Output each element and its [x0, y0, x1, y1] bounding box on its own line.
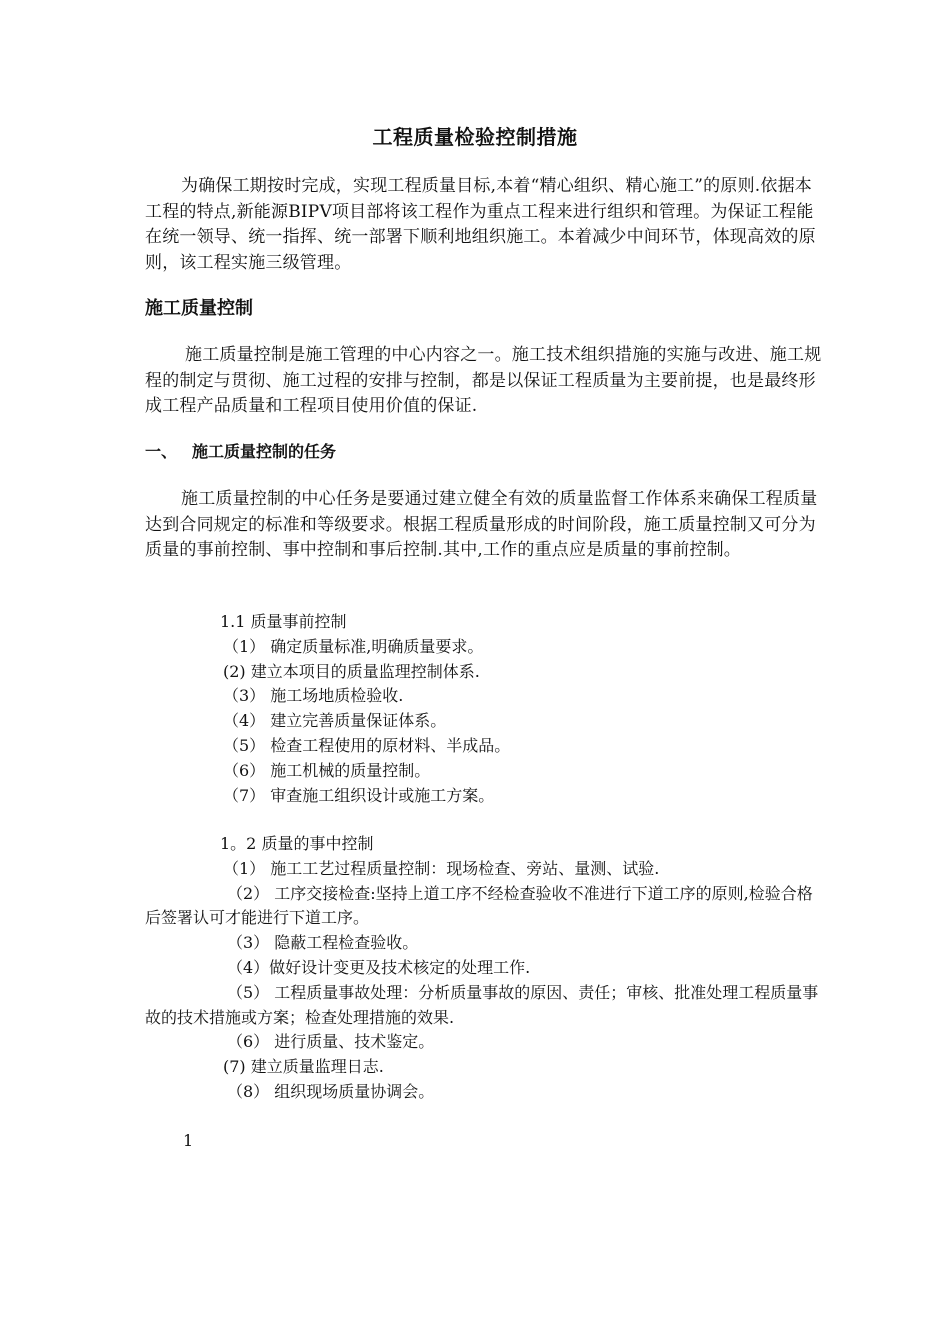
- list-item: （8） 组织现场质量协调会。: [227, 1081, 435, 1101]
- subsection-title: 施工质量控制的任务: [192, 442, 337, 461]
- document-title: 工程质量检验控制措施: [372, 125, 578, 149]
- page-number: 1: [183, 1131, 194, 1150]
- quality-control-paragraph: 施工质量控制是施工管理的中心内容之一。施工技术组织措施的实施与改进、施工规程的制定与贯彻、施工过程的安排与控制，都是以保证工程质量为主要前提，也是最终形成工程产品质量和工程项目使用价值的保证.: [145, 345, 822, 416]
- list-item: （1） 施工工艺过程质量控制：现场检查、旁站、量测、试验.: [223, 858, 660, 878]
- list-item: (7) 建立质量监理日志.: [223, 1057, 384, 1077]
- intro-paragraph: 为确保工期按时完成，实现工程质量目标,本着“精心组织、精心施工”的原则.依据本工程的特点,新能源BIPV项目部将该工程作为重点工程来进行组织和管理。为保证工程能在统一领导、统一指挥、统一部署下顺利地组织施工。本着减少中间环节，体现高效的原则，该工程实施三级管理。: [145, 176, 816, 273]
- list-item: （4） 建立完善质量保证体系。: [223, 711, 447, 731]
- list-item: （6） 施工机械的质量控制。: [223, 760, 431, 780]
- subsection-heading-tasks: [145, 441, 336, 463]
- list-item: （4）做好设计变更及技术核定的处理工作.: [227, 957, 531, 977]
- list-item: （2） 工序交接检查:坚持上道工序不经检查验收不准进行下道工序的原则,检验合格后签署认可才能进行下道工序。: [145, 883, 813, 928]
- tasks-paragraph: 施工质量控制的中心任务是要通过建立健全有效的质量监督工作体系来确保工程质量达到合同规定的标准和等级要求。根据工程质量形成的时间阶段，施工质量控制又可分为质量的事前控制、事中控制和事后控制.其中,工作的重点应是质量的事前控制。: [145, 489, 818, 560]
- list-heading: 1.1 质量事前控制: [220, 612, 347, 631]
- list-item: （3） 施工场地质检验收.: [223, 686, 404, 706]
- list-item: （3） 隐蔽工程检查验收。: [227, 933, 419, 953]
- subsection-number: 一、: [145, 442, 178, 461]
- list-item: （5） 检查工程使用的原材料、半成品。: [223, 735, 511, 755]
- list-item: （1） 确定质量标准,明确质量要求。: [223, 636, 484, 656]
- list-heading: 1。2 质量的事中控制: [220, 834, 374, 853]
- list-item: （6） 进行质量、技术鉴定。: [227, 1032, 435, 1052]
- list-item: (2) 建立本项目的质量监理控制体系.: [223, 661, 480, 681]
- section-heading-quality-control: 施工质量控制: [145, 298, 253, 319]
- list-item: （5） 工程质量事故处理：分析质量事故的原因、责任；审核、批准处理工程质量事故的技术措施或方案；检查处理措施的效果.: [145, 982, 819, 1027]
- mid-control-list: [145, 832, 825, 1105]
- list-item: （7） 审查施工组织设计或施工方案。: [223, 785, 495, 805]
- pre-control-list: [145, 610, 825, 808]
